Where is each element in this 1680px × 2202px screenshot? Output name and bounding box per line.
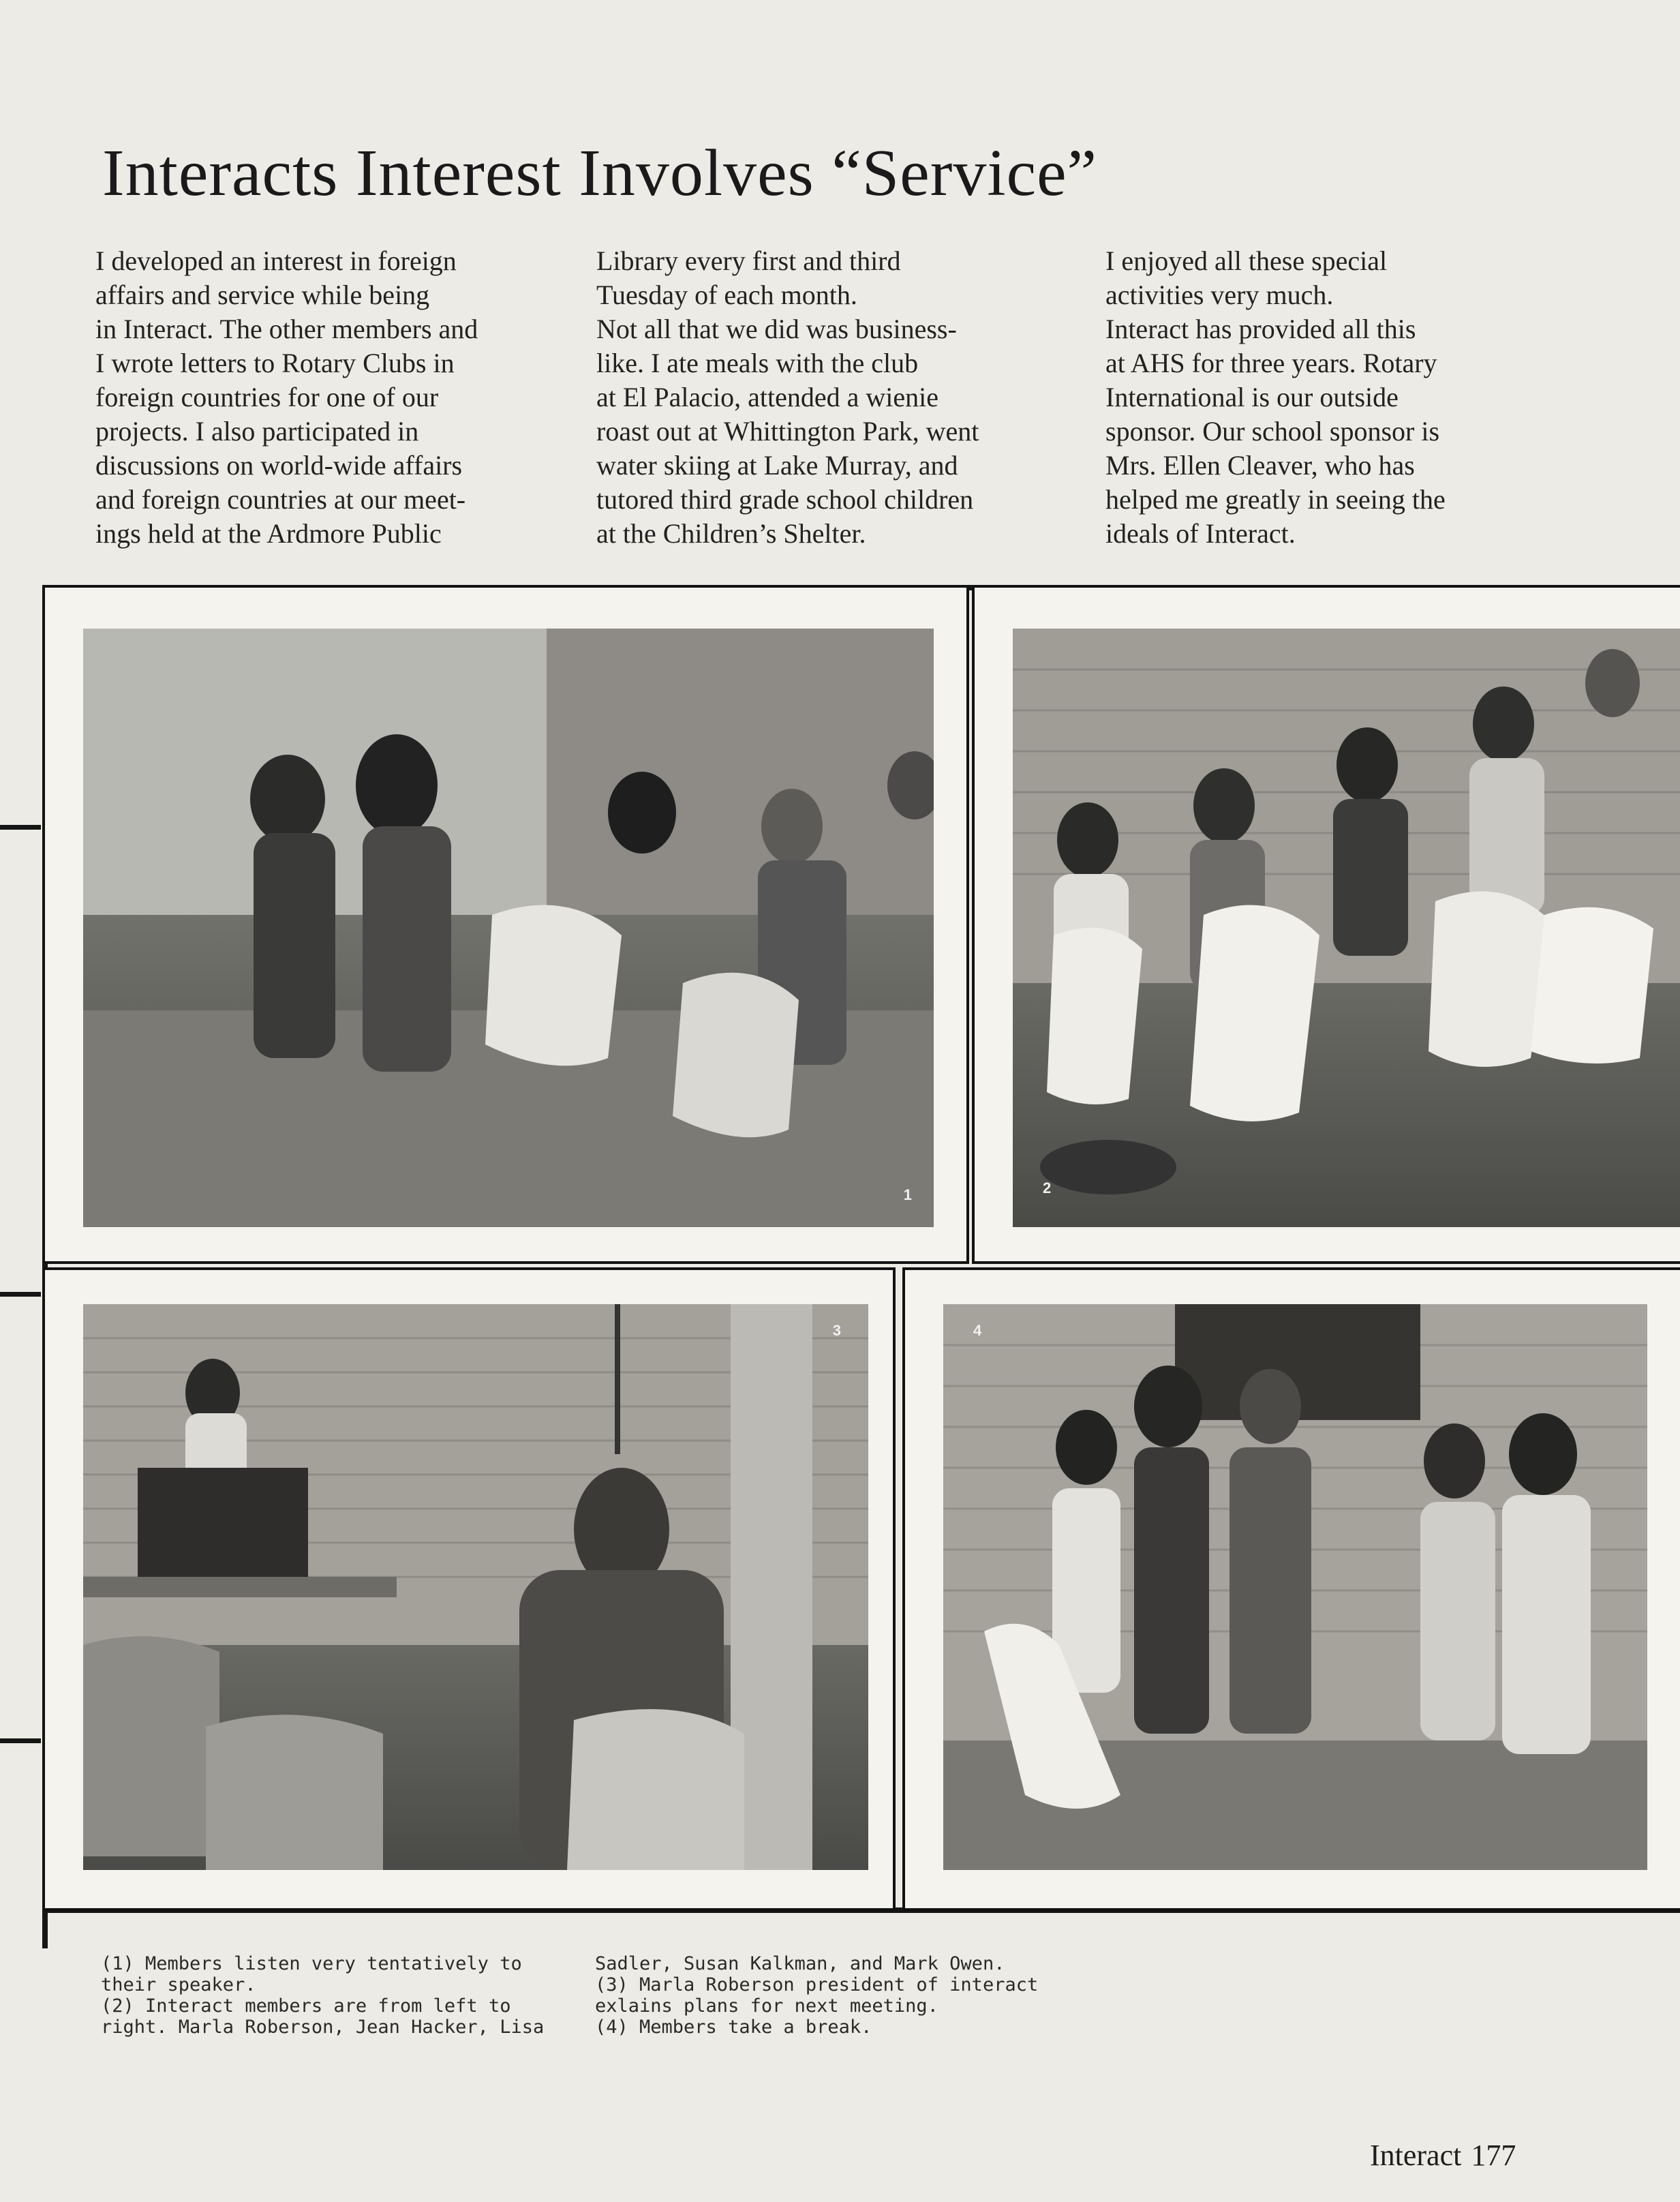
members-lineup-photo bbox=[1013, 629, 1680, 1227]
page-title: Interacts Interest Involves “Service” bbox=[102, 136, 1098, 210]
photo-number-1: 1 bbox=[903, 1186, 912, 1203]
president-speaking-photo bbox=[83, 1304, 868, 1870]
photo-mat-1 bbox=[42, 585, 969, 1264]
body-column-3: I enjoyed all these special activities very much. Interact has provided all this at AHS for three years. Rotary International is our outside sponsor. Our school sponsor is Mrs. Ellen Cleaver, who has helped me greatly in seeing the ideals of Interact. bbox=[1105, 245, 1446, 549]
page-footer bbox=[1370, 2138, 1516, 2173]
margin-tick bbox=[0, 1292, 41, 1297]
page-number: 177 bbox=[1471, 2139, 1516, 2172]
margin-tick bbox=[0, 825, 41, 830]
photo-mat-4 bbox=[902, 1267, 1680, 1911]
margin-tick bbox=[0, 1738, 41, 1743]
photo-number-3: 3 bbox=[832, 1322, 841, 1339]
photo-captions-left: (1) Members listen very tentatively to their speaker. (2) Interact members are from left to right. Marla Roberson, Jean Hacker, Lisa bbox=[101, 1953, 545, 2038]
members-listening-photo bbox=[83, 629, 934, 1227]
photo-captions-right: Sadler, Susan Kalkman, and Mark Owen. (3) Marla Roberson president of interact exlains plans for next meeting. (4) Members take a break. bbox=[595, 1953, 1039, 2038]
body-column-1: I developed an interest in foreign affairs and service while being in Interact. The other members and I wrote letters to Rotary Clubs in foreign countries for one of our projects. I also participated in discussions on world-wide affairs and foreign countries at our meet- ings held at the Ardmore Public bbox=[95, 245, 478, 549]
members-break-photo bbox=[943, 1304, 1647, 1870]
body-column-2: Library every first and third Tuesday of each month. Not all that we did was business- like. I ate meals with the club at El Palacio, attended a wienie roast out at Whittington Park, went water skiing at Lake Murray, and tutored third grade school children at the Children’s Shelter. bbox=[596, 245, 979, 549]
photo-number-4: 4 bbox=[973, 1322, 982, 1339]
photo-mat-2 bbox=[972, 585, 1680, 1264]
photo-mat-3 bbox=[42, 1267, 896, 1911]
photo-number-2: 2 bbox=[1043, 1179, 1052, 1196]
footer-section: Interact bbox=[1370, 2139, 1462, 2172]
